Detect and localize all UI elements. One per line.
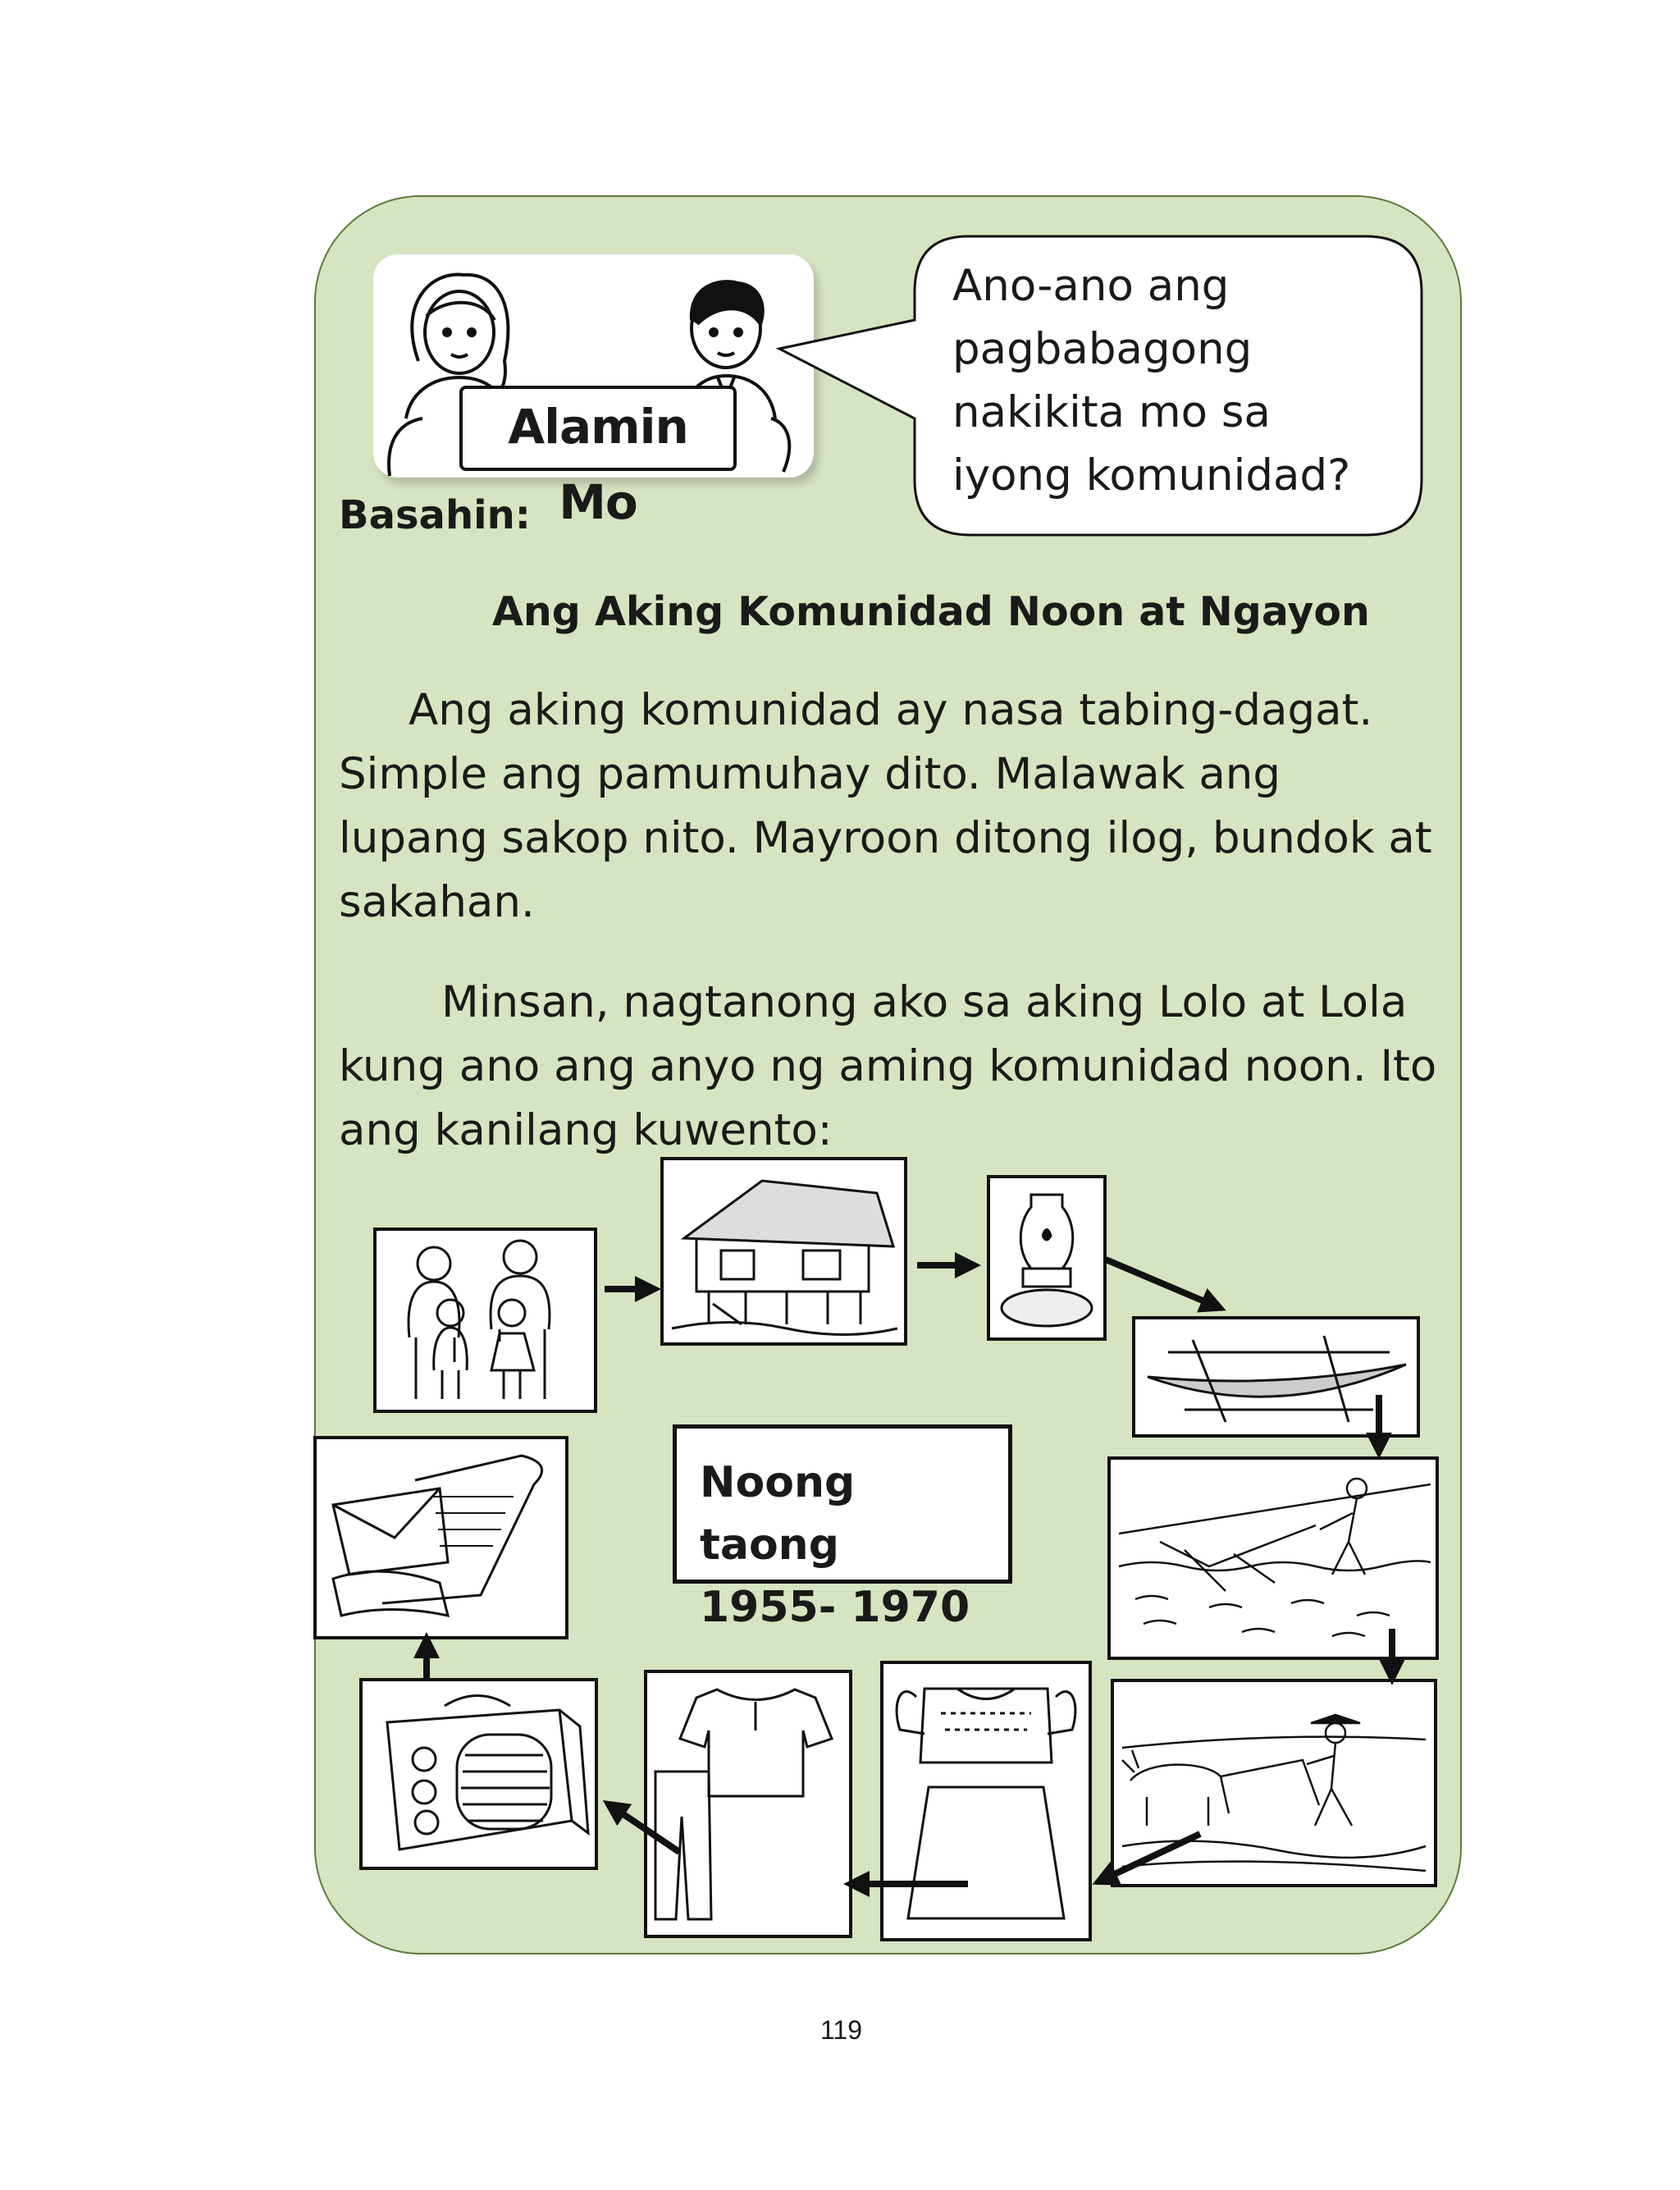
bubble-line: pagbabagong xyxy=(952,324,1253,374)
bubble-line: nakikita mo sa xyxy=(952,387,1271,437)
bubble-line: Ano-ano ang xyxy=(952,261,1230,311)
arrow-farmer-to-dress xyxy=(1104,1834,1200,1879)
page-number: 119 xyxy=(820,2015,863,2045)
story-title: Ang Aking Komunidad Noon at Ngayon xyxy=(492,588,1370,635)
arrow-lamp-to-boat xyxy=(1106,1260,1214,1305)
story-paragraph-1: Ang aking komunidad ay nasa tabing-dagat. Simple ang pamumuhay dito. Malawak ang lupang sakop nito. Mayroon ditong ilog, bundok at sakahan. xyxy=(339,685,1432,927)
arrow-clothes-to-radio xyxy=(614,1808,679,1852)
year-line-2: 1955- 1970 xyxy=(700,1583,970,1632)
bubble-line: iyong komunidad? xyxy=(952,450,1351,501)
story-paragraph-2: Minsan, nagtanong ako sa aking Lolo at Lola kung ano ang anyo ng aming komunidad noon. Ito ang kanilang kuwento: xyxy=(339,977,1437,1155)
section-label: Basahin: xyxy=(339,492,531,538)
year-line-1: Noong taong xyxy=(700,1458,856,1570)
badge-label: Alamin Mo xyxy=(459,386,737,471)
